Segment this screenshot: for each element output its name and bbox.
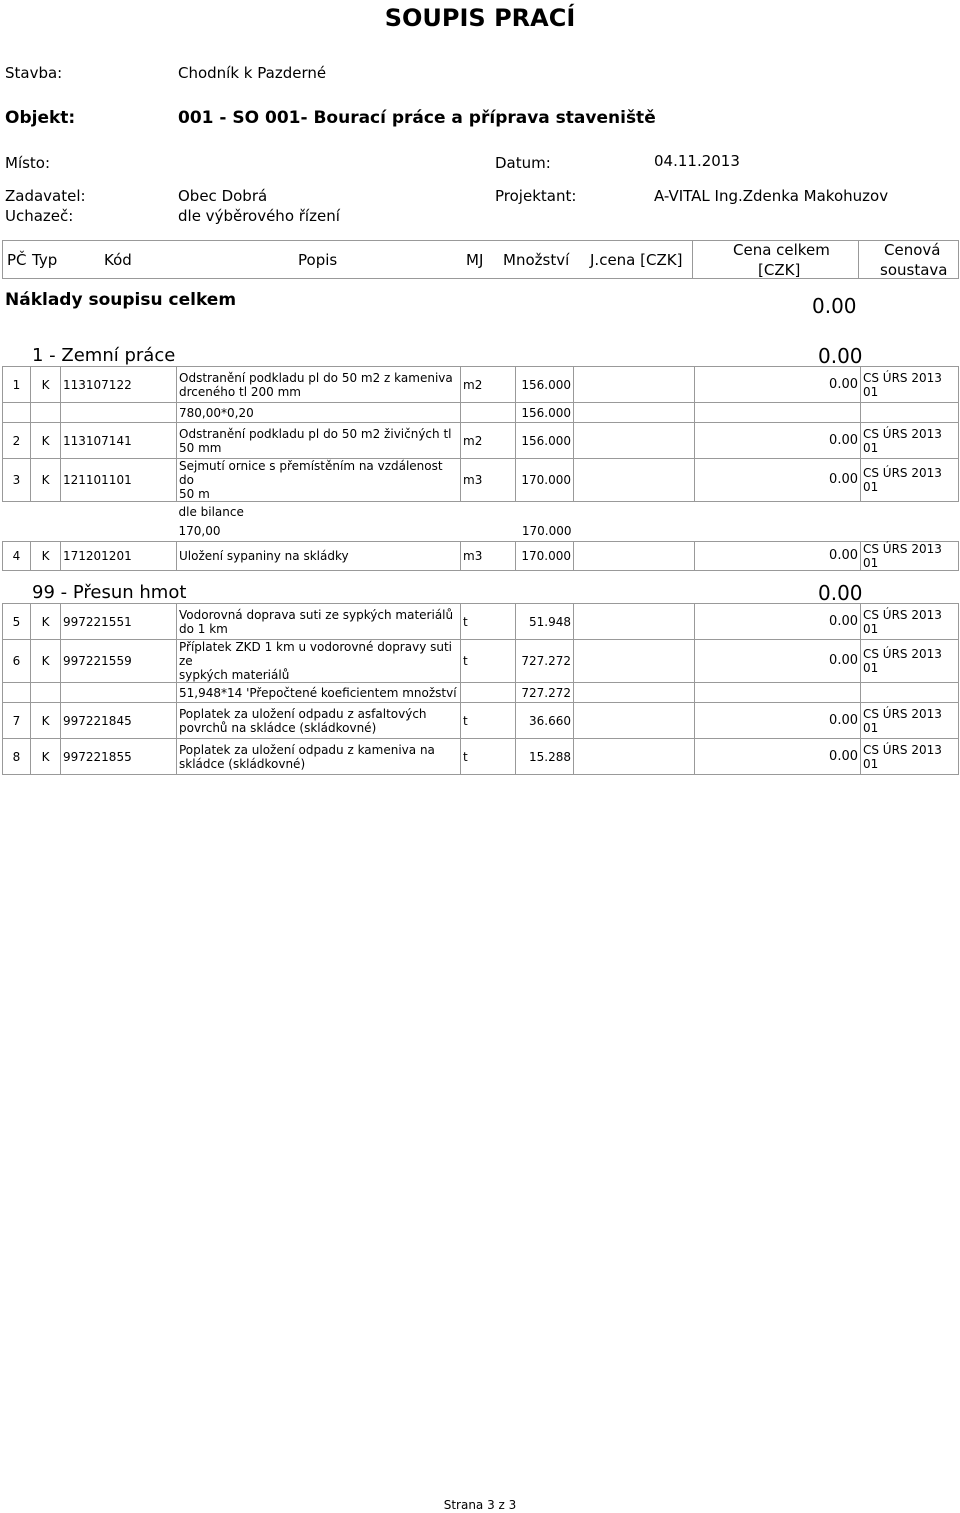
- row-popis-line1: Poplatek za uložení odpadu z asfaltových: [179, 706, 427, 721]
- row-soustava: CS ÚRS 2013 01: [861, 542, 959, 571]
- row-cena: 0.00: [695, 542, 861, 571]
- row-popis: [177, 604, 461, 640]
- table-row: [3, 739, 959, 775]
- table-row: [3, 367, 959, 403]
- datum-label: Datum:: [495, 154, 551, 172]
- row-mj: m3: [461, 459, 516, 502]
- row-soustava: CS ÚRS 2013 01: [861, 739, 959, 775]
- row-mj: t: [461, 703, 516, 739]
- row-popis-line2: povrchů na skládce (skládkovné): [179, 720, 377, 735]
- row-cena: 0.00: [695, 739, 861, 775]
- table-row: [3, 604, 959, 640]
- row-vv: 170,00: [178, 524, 221, 539]
- col-mnozstvi: Množství: [503, 251, 570, 269]
- col-typ: Typ: [32, 251, 58, 269]
- row-pc: 1: [3, 367, 31, 403]
- row-popis-line1: Odstranění podkladu pl do 50 m2 živičných tl: [179, 426, 452, 441]
- row-kod: 113107122: [61, 367, 177, 403]
- row-mnozstvi: 170.000: [521, 524, 572, 539]
- row-typ: K: [31, 459, 61, 502]
- row-cena: 0.00: [695, 459, 861, 502]
- row-soustava: CS ÚRS 2013 01: [861, 604, 959, 640]
- page-footer: Strana 3 z 3: [443, 1498, 517, 1512]
- col-mj: MJ: [466, 251, 484, 269]
- row-mnozstvi: 156.000: [516, 403, 574, 423]
- objekt-label: Objekt:: [5, 108, 76, 128]
- row-popis: [177, 367, 461, 403]
- row-popis-line2: 50 m: [179, 487, 210, 501]
- row-popis: Uložení sypaniny na skládky: [177, 542, 461, 571]
- row-mnozstvi: 156.000: [516, 367, 574, 403]
- row-popis-line1: Příplatek ZKD 1 km u vodorovné dopravy suti ze: [179, 640, 453, 668]
- zadavatel-label: Zadavatel:: [5, 187, 86, 205]
- table-row: [3, 459, 959, 502]
- row-cena: 0.00: [695, 604, 861, 640]
- projektant-value: A-VITAL Ing.Zdenka Makohuzov: [654, 187, 889, 205]
- row-mj: t: [461, 640, 516, 683]
- row-vv: 780,00*0,20: [177, 403, 461, 423]
- table-row: [3, 403, 959, 423]
- col-jcena: J.cena [CZK]: [590, 251, 683, 269]
- section-title: 99 - Přesun hmot: [32, 582, 187, 603]
- section-1-table: [2, 366, 959, 571]
- row-mnozstvi: 51.948: [516, 604, 574, 640]
- zadavatel-value: Obec Dobrá: [178, 187, 268, 205]
- misto-label: Místo:: [5, 154, 51, 172]
- objekt-value: 001 - SO 001- Bourací práce a příprava staveniště: [178, 108, 656, 128]
- stavba-value: Chodník k Pazderné: [178, 64, 327, 82]
- row-kod: 997221845: [61, 703, 177, 739]
- row-popis-line1: Sejmutí ornice s přemístěním na vzdálenost do: [179, 459, 443, 487]
- table-row: [3, 542, 959, 571]
- table-row: [3, 683, 959, 703]
- datum-value: 04.11.2013: [654, 152, 740, 170]
- summary-value: 0.00: [812, 294, 857, 318]
- col-kod: Kód: [104, 251, 132, 269]
- row-popis-line2: skládce (skládkovné): [179, 756, 306, 771]
- row-mnozstvi: 156.000: [516, 423, 574, 459]
- summary-label: Náklady soupisu celkem: [5, 290, 237, 310]
- table-row: [3, 640, 959, 683]
- page-title: SOUPIS PRACÍ: [384, 4, 576, 32]
- row-popis-line2: drceného tl 200 mm: [179, 384, 301, 399]
- row-typ: K: [31, 423, 61, 459]
- row-kod: 171201201: [61, 542, 177, 571]
- row-typ: K: [31, 640, 61, 683]
- table-row: [3, 502, 959, 522]
- row-soustava: CS ÚRS 2013 01: [861, 703, 959, 739]
- row-soustava: CS ÚRS 2013 01: [861, 367, 959, 403]
- row-mnozstvi: 15.288: [516, 739, 574, 775]
- row-cena: 0.00: [695, 703, 861, 739]
- row-kod: 113107141: [61, 423, 177, 459]
- row-pc: 4: [3, 542, 31, 571]
- row-pc: 8: [3, 739, 31, 775]
- table-row: [3, 423, 959, 459]
- section-total: 0.00: [818, 581, 863, 605]
- col-pc: PČ: [7, 251, 27, 269]
- row-mnozstvi: 170.000: [516, 459, 574, 502]
- section-2-table: [2, 603, 959, 775]
- row-popis-line2: do 1 km: [179, 621, 228, 636]
- section-title: 1 - Zemní práce: [32, 345, 176, 366]
- row-popis-line2: 50 mm: [179, 440, 222, 455]
- row-popis: [177, 459, 461, 502]
- row-cena: 0.00: [695, 423, 861, 459]
- row-typ: K: [31, 542, 61, 571]
- row-cena: 0.00: [695, 367, 861, 403]
- row-mj: m3: [461, 542, 516, 571]
- row-mj: t: [461, 604, 516, 640]
- uchazec-value: dle výběrového řízení: [178, 207, 340, 225]
- table-row: [3, 703, 959, 739]
- row-typ: K: [31, 604, 61, 640]
- row-pc: 2: [3, 423, 31, 459]
- row-pc: 6: [3, 640, 31, 683]
- row-popis: [177, 739, 461, 775]
- row-mnozstvi: 36.660: [516, 703, 574, 739]
- row-vv: dle bilance: [178, 504, 244, 519]
- row-soustava: CS ÚRS 2013 01: [861, 640, 959, 683]
- row-pc: 7: [3, 703, 31, 739]
- row-cena: 0.00: [695, 640, 861, 683]
- projektant-label: Projektant:: [495, 187, 577, 205]
- section-total: 0.00: [818, 344, 863, 368]
- row-soustava: CS ÚRS 2013 01: [861, 459, 959, 502]
- row-popis-line2: sypkých materiálů: [179, 668, 290, 682]
- table-row: [3, 522, 959, 542]
- col-cena-celkem: Cena celkem: [733, 241, 830, 259]
- row-typ: K: [31, 367, 61, 403]
- row-jcena: [574, 367, 695, 403]
- row-mj: m2: [461, 423, 516, 459]
- row-mnozstvi: 727.272: [516, 640, 574, 683]
- stavba-label: Stavba:: [5, 64, 63, 82]
- row-kod: 997221551: [61, 604, 177, 640]
- row-pc: 5: [3, 604, 31, 640]
- row-mj: t: [461, 739, 516, 775]
- row-popis: [177, 640, 461, 683]
- row-popis: [177, 703, 461, 739]
- row-soustava: CS ÚRS 2013 01: [861, 423, 959, 459]
- col-popis: Popis: [298, 251, 338, 269]
- col-soustava: soustava: [880, 261, 948, 279]
- col-cenova: Cenová: [884, 241, 941, 259]
- uchazec-label: Uchazeč:: [5, 207, 74, 225]
- row-kod: 997221855: [61, 739, 177, 775]
- row-popis-line1: Poplatek za uložení odpadu z kameniva na: [179, 742, 435, 757]
- row-popis: [177, 423, 461, 459]
- row-kod: 121101101: [61, 459, 177, 502]
- row-vv: 51,948*14 'Přepočtené koeficientem množství: [177, 683, 461, 703]
- row-typ: K: [31, 739, 61, 775]
- row-kod: 997221559: [61, 640, 177, 683]
- col-cena-celkem-unit: [CZK]: [758, 261, 801, 279]
- row-typ: K: [31, 703, 61, 739]
- row-mnozstvi: 727.272: [516, 683, 574, 703]
- row-mnozstvi: 170.000: [516, 542, 574, 571]
- row-pc: 3: [3, 459, 31, 502]
- row-mj: m2: [461, 367, 516, 403]
- row-popis-line1: Vodorovná doprava suti ze sypkých materiálů: [179, 607, 454, 622]
- row-popis-line1: Odstranění podkladu pl do 50 m2 z kameniva: [179, 370, 453, 385]
